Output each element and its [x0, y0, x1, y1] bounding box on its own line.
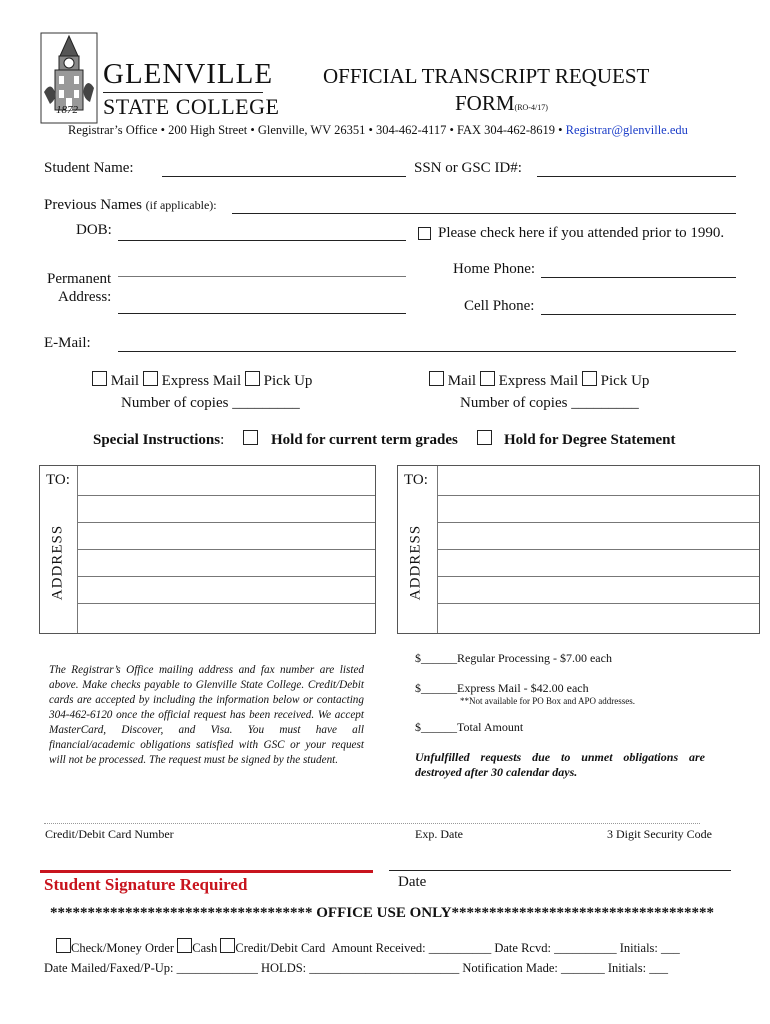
initials-field-2[interactable]: Initials: ___ — [607, 961, 668, 975]
copies-left[interactable]: Number of copies _________ — [121, 395, 300, 411]
total-amount[interactable]: $______Total Amount — [415, 720, 524, 734]
express-label-left: Express Mail — [161, 373, 242, 389]
form-code: (RO-4/17) — [514, 103, 548, 112]
previous-names-label — [44, 197, 217, 214]
home-phone-field[interactable] — [541, 277, 736, 278]
office-payment-row — [56, 938, 680, 956]
student-name-field[interactable] — [162, 176, 406, 177]
previous-names-text: Previous Names — [44, 197, 142, 213]
college-name-line2: STATE COLLEGE — [103, 94, 280, 119]
to-label-left: TO: — [46, 472, 70, 488]
box-left-line[interactable] — [77, 576, 375, 577]
box-left-line[interactable] — [77, 549, 375, 550]
ssn-label: SSN or GSC ID#: — [414, 160, 522, 176]
regular-processing-fee[interactable]: $______Regular Processing - $7.00 each — [415, 651, 612, 665]
previous-names-field[interactable] — [232, 213, 736, 214]
unfulfilled-notice: Unfulfilled requests due to unmet obligations are destroyed after 30 calendar days. — [415, 750, 705, 779]
express-label-right: Express Mail — [498, 373, 579, 389]
address-box-left — [39, 465, 376, 634]
mail-checkbox-right[interactable] — [429, 371, 444, 386]
notification-made[interactable]: Notification Made: _______ — [462, 961, 605, 975]
signature-required-label: Student Signature Required — [44, 875, 248, 894]
dob-label: DOB: — [76, 222, 112, 238]
contact-line — [68, 123, 688, 138]
card-number-label: Credit/Debit Card Number — [45, 827, 174, 841]
signature-date-line[interactable] — [389, 870, 731, 871]
box-left-line[interactable] — [77, 522, 375, 523]
signature-date-label: Date — [398, 874, 427, 890]
hold-term-label: Hold for current term grades — [271, 432, 458, 448]
pickup-label-right: Pick Up — [600, 373, 650, 389]
cell-phone-label: Cell Phone: — [464, 298, 535, 314]
security-code-label: 3 Digit Security Code — [607, 827, 712, 841]
form-title-line2 — [455, 91, 548, 116]
signature-line[interactable] — [40, 870, 373, 873]
info-paragraph: The Registrar’s Office mailing address and fax number are listed above. Make checks payable to Glenville State College. Credit/Debit cards are accepted by including the information below or contacting 304-462-6120 once the official request has been received. We accept MasterCard, Discover, and Visa. You must have all financial/academic obligations satisfied with GSC or your request will not be processed. The request must be signed by the student. — [49, 664, 364, 766]
box-right-line[interactable] — [437, 549, 759, 550]
form-title-form-word: FORM — [455, 91, 515, 115]
special-instructions-colon: : — [220, 432, 225, 448]
prior-1990-label: Please check here if you attended prior to 1990. — [438, 225, 725, 241]
amount-received[interactable]: Amount Received: __________ — [331, 941, 492, 955]
date-mailed[interactable]: Date Mailed/Faxed/P-Up: _____________ — [44, 961, 258, 975]
office-use-banner: *********************************** OFFICE USE ONLY*********************************** — [50, 905, 715, 921]
registrar-email-link[interactable]: Registrar@glenville.edu — [565, 123, 688, 137]
permanent-label: Permanent — [47, 271, 112, 287]
address-line-2[interactable] — [118, 313, 406, 314]
card-info-line[interactable] — [44, 823, 700, 824]
cell-phone-field[interactable] — [541, 314, 736, 315]
box-right-line[interactable] — [437, 603, 759, 604]
mail-label-right: Mail — [447, 373, 477, 389]
prior-1990-checkbox[interactable] — [418, 227, 431, 240]
check-money-order-label: Check/Money Order — [71, 941, 175, 955]
credit-debit-label: Credit/Debit Card — [235, 941, 326, 955]
hold-term-checkbox[interactable] — [243, 430, 258, 445]
credit-debit-checkbox[interactable] — [220, 938, 235, 953]
if-applicable-text: (if applicable): — [145, 198, 217, 212]
box-right-line[interactable] — [437, 576, 759, 577]
special-instructions-text: Special Instructions — [93, 432, 221, 448]
hold-degree-checkbox[interactable] — [477, 430, 492, 445]
box-left-line[interactable] — [77, 495, 375, 496]
address-side-label-right: ADDRESS — [407, 524, 424, 601]
mail-checkbox-left[interactable] — [92, 371, 107, 386]
hold-degree-label: Hold for Degree Statement — [504, 432, 676, 448]
founding-year: 1872 — [56, 104, 78, 116]
initials-field-1[interactable]: Initials: ___ — [619, 941, 680, 955]
office-mailing-row — [44, 961, 668, 976]
student-name-label: Student Name: — [44, 160, 134, 176]
address-label: Address: — [58, 289, 112, 305]
email-label: E-Mail: — [44, 335, 91, 351]
express-note: **Not available for PO Box and APO addresses. — [460, 696, 635, 706]
address-line-1[interactable] — [118, 276, 406, 277]
pickup-checkbox-left[interactable] — [245, 371, 260, 386]
email-field[interactable] — [118, 351, 736, 352]
delivery-options-left — [92, 371, 312, 390]
form-title: OFFICIAL TRANSCRIPT REQUEST — [323, 64, 650, 88]
pickup-checkbox-right[interactable] — [582, 371, 597, 386]
express-mail-fee[interactable]: $______Express Mail - $42.00 each — [415, 681, 589, 695]
check-money-order-checkbox[interactable] — [56, 938, 71, 953]
box-right-line[interactable] — [437, 522, 759, 523]
exp-date-label: Exp. Date — [415, 827, 463, 841]
express-checkbox-left[interactable] — [143, 371, 158, 386]
holds-field[interactable]: HOLDS: ________________________ — [261, 961, 460, 975]
delivery-options-right — [429, 371, 649, 390]
address-side-label-left: ADDRESS — [49, 524, 66, 601]
college-name-line1: GLENVILLE — [103, 58, 274, 90]
box-left-line[interactable] — [77, 603, 375, 604]
cash-label: Cash — [192, 941, 218, 955]
copies-right[interactable]: Number of copies _________ — [460, 395, 639, 411]
mail-label-left: Mail — [110, 373, 140, 389]
box-right-line[interactable] — [437, 495, 759, 496]
ssn-field[interactable] — [537, 176, 736, 177]
express-checkbox-right[interactable] — [480, 371, 495, 386]
cash-checkbox[interactable] — [177, 938, 192, 953]
to-label-right: TO: — [404, 472, 428, 488]
dob-field[interactable] — [118, 240, 406, 241]
special-instructions-label — [93, 432, 224, 449]
home-phone-label: Home Phone: — [453, 261, 536, 277]
date-received[interactable]: Date Rcvd: __________ — [494, 941, 617, 955]
contact-text: Registrar’s Office • 200 High Street • Glenville, WV 26351 • 304-462-4117 • FAX 304-462-8619 • — [68, 123, 563, 137]
logo-divider — [103, 92, 263, 93]
address-box-right — [397, 465, 760, 634]
pickup-label-left: Pick Up — [263, 373, 313, 389]
